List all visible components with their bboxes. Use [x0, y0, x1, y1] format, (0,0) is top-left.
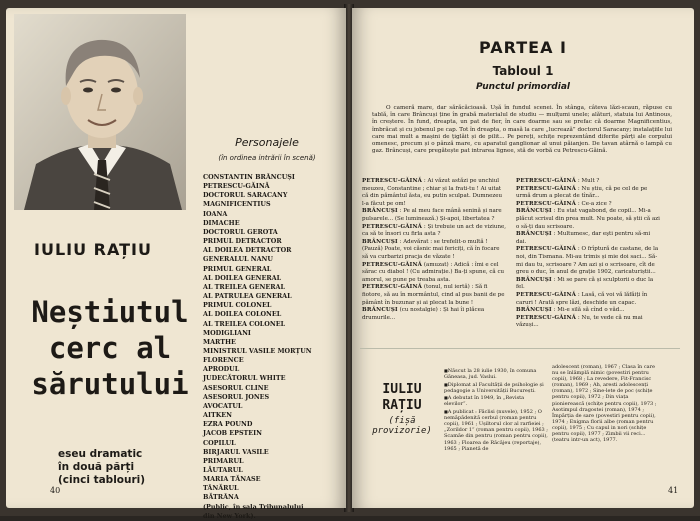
- cast-member: (Public, în sala Tribunalului: [203, 502, 304, 511]
- cast-member: AL DOILEA COLONEL: [203, 310, 282, 319]
- author-photo: [14, 14, 186, 210]
- dialogue-line: [362, 262, 506, 285]
- bio-card-label: (fișă provizorie): [372, 416, 432, 436]
- cast-member: APRODUL: [203, 365, 240, 374]
- cast-member: AL TREILEA COLONEL: [203, 319, 286, 328]
- dialogue-text: : Ce-a zice ?: [577, 200, 612, 207]
- speaker-name: PETRESCU-GĂINĂ: [362, 284, 423, 291]
- cast-member: LĂUTARUL: [203, 466, 243, 474]
- play-subtitle: [58, 448, 174, 487]
- dialogue-text: : Eu stat vagabond, de copil... Mi-a plăcut scrisul din prea mult. Nu poate, să știi că azi o să-ți dau scrisoare.: [516, 208, 660, 230]
- speaker-name: BRÂNCUȘI: [362, 307, 398, 314]
- cast-member: AL TREILEA GENERAL: [203, 282, 285, 291]
- cast-member: ASESORUL CLINE: [203, 383, 269, 392]
- cast-member: TÂNĂRUL: [203, 484, 239, 493]
- dialogue-line: [516, 231, 660, 246]
- speaker-name: PETRESCU-GĂINĂ: [362, 261, 423, 268]
- speaker-name: BRÂNCUȘI: [516, 208, 552, 215]
- cast-list: [203, 173, 339, 521]
- dialogue-text: : Nu știu, că pe cel de pe urmă drum a plecat de tînăr...: [516, 185, 648, 200]
- cast-member: COPILUL: [203, 438, 236, 447]
- cast-member: GENERALUL NANU: [203, 255, 273, 264]
- dialogue-text: (amuzat) : Adică : îmi e cel sărac cu diabol ! (Cu admirație.) Ba-ți spune, că cu amorul, se pune pe treaba asta.: [362, 261, 505, 283]
- cast-member: AL PATRULEA GENERAL: [203, 292, 292, 301]
- cast-member: DOCTORUL SARACANY: [203, 191, 288, 200]
- dialogue-line: [516, 246, 660, 276]
- dialogue-line: [516, 315, 660, 330]
- dialogue-column-2: [516, 178, 660, 330]
- characters-subheading: (în ordinea intrării în scenă): [218, 154, 316, 162]
- speaker-name: BRÂNCUȘI: [362, 238, 398, 245]
- dialogue-text: (cu nostalgie) : Și hai îi plăcea drumurile...: [362, 307, 485, 321]
- dialogue-line: [516, 292, 660, 307]
- dialogue-text: : Adevărat : se trefelit-o multă ! (Pauză) Poate, voi căsnic mai fericiți, că în focare să va curbarizi pracja de văzate !: [362, 238, 500, 260]
- cast-member: DOCTORUL GEROTA: [203, 227, 278, 236]
- cast-member: CONSTANTIN BRÂNCUȘI: [203, 173, 295, 181]
- play-title-line-1: Neștiutul: [31, 295, 189, 329]
- cast-member: JUDECĂTORUL WHITE: [203, 374, 286, 383]
- bio-card-name: IULIU RAȚIU: [382, 382, 422, 413]
- cast-member: MAGNIFICENTIUS: [203, 200, 271, 209]
- cast-member: JACOB EPSTEIN: [203, 429, 263, 438]
- dialogue-text: : Ai văzut astăzi pe unchiul meuzeu, Constantine ; chiar și la frati-tu ! Ai uitat că din pământul ăsta, eu putin sculpat. Dumnezeu l-a făcut pe om!: [362, 178, 503, 207]
- bio-column-2: adolescent (roman), 1967 ; Clasa în care nu se înlâmplă nimic (povestiri pentru copii), 1968 ; La revedere, Fit-Francisc (roman), 1969 ; Ah, aresti adolescenți (roman), 1972 ; Sine-lete de poc (schițe pentru copii), 1972 ; Din viața pionierească (schițe pentru copii), 1973 ; Asotimpul dragostei (roman), 1974 ; Împărția de sare (povestiri pentru copii), 1974 ; Enigma florii albe (roman pentru copii), 1975 ; Cu capul in nori (schițe pentru copii), 1977 ; Zimbii vii reci... (teatru intr-un act), 1977.: [552, 364, 657, 444]
- cast-member: MARTHE: [203, 337, 236, 346]
- bio-entry: ■ Născut la 28 iulie 1930, în comuna Găneasa, jud. Vaslui.: [444, 368, 548, 380]
- cast-member: DIMACHE: [203, 218, 240, 227]
- cast-member: PRIMUL DETRACTOR: [203, 237, 282, 246]
- speaker-name: BRÂNCUȘI: [516, 307, 552, 314]
- speaker-name: PETRESCU-GĂINĂ: [516, 185, 577, 192]
- subtitle-line-3: (cinci tablouri): [58, 474, 146, 486]
- play-title: [30, 294, 190, 402]
- dialogue-text: : Mult ?: [577, 178, 600, 184]
- dialogue-line: [516, 208, 660, 231]
- cast-member: PETRESCU-GĂINĂ: [203, 182, 270, 191]
- tableau-heading: Tabloul 1: [492, 64, 554, 78]
- cast-member: MINISTRUL VASILE MORȚUN: [203, 346, 312, 355]
- left-page: [6, 8, 346, 520]
- subtitle-line-1: eseu dramatic: [58, 448, 143, 460]
- cast-member: MODIGLIANI: [203, 328, 251, 337]
- cast-member: EZRA POUND: [203, 420, 253, 429]
- speaker-name: BRÂNCUȘI: [516, 231, 552, 238]
- dialogue-line: [362, 307, 506, 322]
- speaker-name: PETRESCU-GĂINĂ: [516, 200, 577, 207]
- dialogue-text: : Pe al meu face mână senină și nare pulsarele... (Se luminează.) Și-apoi, libertatea ?: [362, 208, 502, 222]
- dialogue-line: [362, 178, 506, 208]
- cast-member: AVOCATUL: [203, 401, 243, 410]
- cast-member: MARIA TĂNASE: [203, 475, 261, 484]
- speaker-name: PETRESCU-GĂINĂ: [362, 223, 423, 230]
- speaker-name: BRÂNCUȘI: [516, 276, 552, 283]
- dialogue-text: (tonul, nul iertă) : Să fi fiotore, să au în mormântul, cind al pus banii de pe pământ în buzunar și ai plecat la bune !: [362, 284, 505, 306]
- bio-entry: ■ A publicat : Făclisi (nuvele), 1952 ; O nemăpădenită cerbul (roman pentru copii), 1961 ; Ușiltorul clor al rarfieiei ; „Zorildor 1” (roman pentru copii), 1963 ; Scamăe din pentru (roman pentru copii), 1963 ; Floarea de Răcăjeu (reportaje), 1965 ; Pianetă de: [444, 409, 548, 452]
- dialogue-text: : Și trebuie un act de viziune, ca să te însori cu firla asta ?: [362, 223, 506, 238]
- scene-title: Punctul primordial: [475, 82, 570, 92]
- speaker-name: PETRESCU-GĂINĂ: [516, 246, 577, 253]
- cast-member: IOANA: [203, 209, 228, 218]
- dialogue-line: [516, 186, 660, 201]
- dialogue-text: : Mi-e silă să cînd o văd...: [553, 307, 625, 314]
- author-portrait-illustration: [14, 14, 186, 210]
- dialogue-line: [516, 307, 660, 315]
- dialogue-text: : Lasă, că voi vă lăfăiți în caruri ! Arată spre lăzi, deschide un capac.: [516, 291, 648, 306]
- cast-member: PRIMUL COLONEL: [203, 301, 272, 310]
- cast-member: AL DOILEA DETRACTOR: [203, 246, 292, 255]
- cast-member: FLORENCE: [203, 356, 244, 365]
- dialogue-text: : O frîptură de castane, de la noi, din Tismana. Mi-au trimis și mie doi saci... Să-mi dau tu, scrisoare ? Am azi și o scrisoare, cît de greu o duc, în anul de grație 1902, caricaturiștii...: [516, 246, 659, 276]
- dialogue-line: [516, 178, 660, 186]
- right-page: [352, 8, 694, 508]
- dialogue-line: [362, 284, 506, 307]
- stage-direction: O cameră mare, dar sărăcăcioasă. Ușă în fundul scenei. În stânga, câteva lăzi-scaun, răpuse cu tablă, în care Brâncuși ține în grabă materialul de studiu — mulțumi unele; alături, statuia lui Antinous, în creștere. În fund, dreapta, un pat de fier, în care doarme sau se prefac că doarme Magnificentius, îmbrăcat și cu jobenul pe cap. Tot în dreapta, o masă la care „lucrează” doctorul Saracany; instalațiile lui care mai mult a mașini de țiglăit și de pilit... Pe pereți, schițe reprezentând diferite părți ale corpului omenesc, precum și o pânză mare, cu aparatul ganglionar al unui păianjen. De tavan atârnă o lampă cu gaz. Brâncuși, care pregătește pat intrarea lignee, stă de vorbă cu Petrescu-Găină.: [372, 105, 672, 155]
- speaker-name: PETRESCU-GĂINĂ: [516, 314, 577, 321]
- play-title-line-3: sărutului: [31, 367, 189, 401]
- bio-entry: ■ Diplomat al Facultății de psihologie și pedagogie a Universității București.: [444, 382, 548, 394]
- dialogue-text: : Multumesc, dar eşti pentru să-mi dai.: [516, 231, 651, 245]
- page-number-right: 41: [668, 486, 679, 495]
- cast-member: BIRJARUL VASILE: [203, 447, 269, 456]
- speaker-name: PETRESCU-GĂINĂ: [516, 291, 577, 298]
- speaker-name: PETRESCU-GĂINĂ: [362, 178, 423, 184]
- dialogue-line: [362, 208, 506, 223]
- cast-member: din New York).: [203, 511, 256, 520]
- bio-card: [362, 352, 442, 462]
- subtitle-line-2: în două părți: [58, 461, 135, 473]
- dialogue-line: [362, 224, 506, 239]
- cast-member: AL DOILEA GENERAL: [203, 273, 282, 282]
- speaker-name: BRÂNCUȘI: [362, 208, 398, 215]
- cast-member: BĂTRÂNA: [203, 493, 239, 502]
- bio-column-1: [444, 368, 548, 453]
- page-number-left: 40: [50, 486, 61, 495]
- dialogue-text: : Mi se pare că și sculptorii o duc la fel.: [516, 276, 654, 291]
- cast-member: PRIMUL GENERAL: [203, 264, 272, 273]
- cast-member: AITKEN: [203, 411, 232, 420]
- dialogue-text: : Nu, te vede că nu mai văzuși...: [516, 314, 643, 329]
- part-heading: PARTEA I: [479, 38, 567, 57]
- dialogue-line: [362, 239, 506, 262]
- dialogue-line: [516, 277, 660, 292]
- play-title-line-2: cerc al: [48, 331, 172, 365]
- characters-heading: Personajele: [235, 136, 299, 149]
- section-divider: [360, 348, 680, 349]
- bio-entry: ■ A debutat în 1949, în „Revista elevilor”.: [444, 395, 548, 407]
- dialogue-column-1: [362, 178, 506, 322]
- author-name: IULIU RAȚIU: [34, 240, 152, 259]
- cast-member: PRIMARUL: [203, 456, 244, 465]
- cast-member: ASESORUL JONES: [203, 392, 270, 401]
- speaker-name: PETRESCU-GĂINĂ: [516, 178, 577, 184]
